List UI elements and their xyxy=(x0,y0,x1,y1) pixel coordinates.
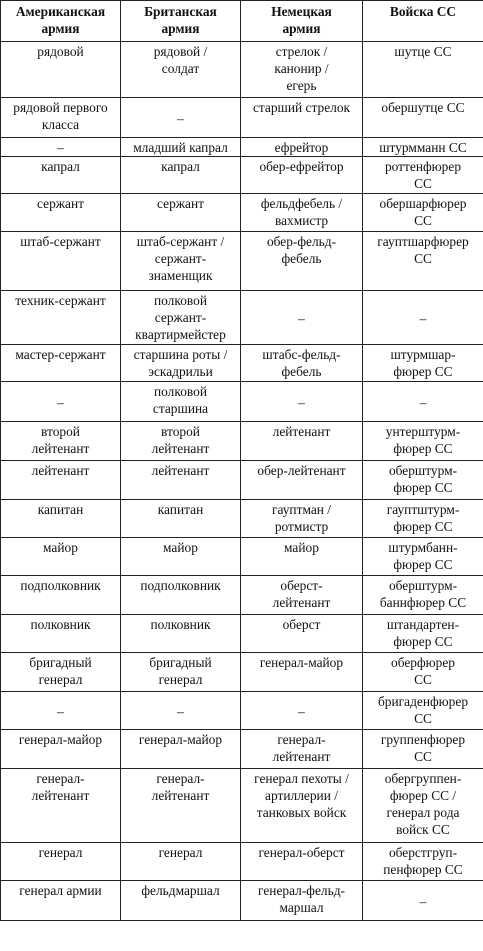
table-body xyxy=(1,42,483,921)
table-row xyxy=(1,653,483,692)
table-cell: подполковник xyxy=(1,576,121,615)
table-cell: – xyxy=(121,692,241,730)
table-cell: второй лейтенант xyxy=(1,422,121,461)
table-cell: оберст xyxy=(241,615,363,653)
header-ss-troops: Войска СС xyxy=(363,1,483,42)
table-cell: обер-ефрейтор xyxy=(241,157,363,194)
table-cell: генерал- лейтенант xyxy=(1,769,121,843)
table-cell: рядовой / солдат xyxy=(121,42,241,98)
table-cell: бригадный генерал xyxy=(121,653,241,692)
table-cell: гауптман / ротмистр xyxy=(241,500,363,538)
table-cell: штабс-фельд- фебель xyxy=(241,345,363,382)
table-cell: генерал xyxy=(1,843,121,881)
header-american-army: Американская армия xyxy=(1,1,121,42)
table-cell: лейтенант xyxy=(241,422,363,461)
table-cell: полковник xyxy=(1,615,121,653)
table-cell: майор xyxy=(241,538,363,576)
table-row xyxy=(1,232,483,291)
table-row xyxy=(1,538,483,576)
table-cell: оберст- лейтенант xyxy=(241,576,363,615)
table-cell: генерал- лейтенант xyxy=(121,769,241,843)
table-cell: генерал-майор xyxy=(1,730,121,769)
table-cell: сержант xyxy=(121,194,241,232)
table-cell: – xyxy=(241,382,363,422)
table-cell: бригадный генерал xyxy=(1,653,121,692)
table-cell: штурмшар- фюрер СС xyxy=(363,345,483,382)
table-cell: унтерштурм- фюрер СС xyxy=(363,422,483,461)
table-row xyxy=(1,769,483,843)
header-british-army: Британская армия xyxy=(121,1,241,42)
table-cell: шутце СС xyxy=(363,42,483,98)
table-cell: – xyxy=(241,291,363,345)
table-cell: генерал армии xyxy=(1,881,121,921)
table-row xyxy=(1,157,483,194)
table-cell: – xyxy=(363,881,483,921)
table-cell: генерал- лейтенант xyxy=(241,730,363,769)
table-row xyxy=(1,42,483,98)
table-cell: генерал-майор xyxy=(121,730,241,769)
table-cell: – xyxy=(241,692,363,730)
table-cell: – xyxy=(363,291,483,345)
table-cell: генерал-оберст xyxy=(241,843,363,881)
table-row xyxy=(1,730,483,769)
table-cell: гауптшарфюрер СС xyxy=(363,232,483,291)
table-cell: лейтенант xyxy=(121,461,241,500)
table-cell: лейтенант xyxy=(1,461,121,500)
table-cell: роттенфюрер СС xyxy=(363,157,483,194)
table-cell: старший стрелок xyxy=(241,98,363,138)
table-cell: генерал-фельд- маршал xyxy=(241,881,363,921)
table-cell: обершутце СС xyxy=(363,98,483,138)
table-cell: обергруппен- фюрер СС / генерал рода войск СС xyxy=(363,769,483,843)
table-row xyxy=(1,461,483,500)
table-cell: ефрейтор xyxy=(241,138,363,157)
table-row xyxy=(1,500,483,538)
table-row xyxy=(1,692,483,730)
table-cell: майор xyxy=(121,538,241,576)
table-cell: старшина роты / эскадрильи xyxy=(121,345,241,382)
table-cell: бригаденфюрер СС xyxy=(363,692,483,730)
table-cell: мастер-сержант xyxy=(1,345,121,382)
table-cell: фельдфебель / вахмистр xyxy=(241,194,363,232)
table-cell: – xyxy=(121,98,241,138)
table-cell: – xyxy=(1,382,121,422)
table-row xyxy=(1,382,483,422)
table-cell: обершарфюрер СС xyxy=(363,194,483,232)
table-cell: фельдмаршал xyxy=(121,881,241,921)
table-cell: генерал пехоты / артиллерии / танковых войск xyxy=(241,769,363,843)
table-cell: – xyxy=(363,382,483,422)
table-cell: капрал xyxy=(1,157,121,194)
table-cell: рядовой xyxy=(1,42,121,98)
table-cell: полковой сержант- квартирмейстер xyxy=(121,291,241,345)
table-cell: оберштурм- фюрер СС xyxy=(363,461,483,500)
table-row xyxy=(1,422,483,461)
table-cell: капитан xyxy=(1,500,121,538)
table-cell: штандартен- фюрер СС xyxy=(363,615,483,653)
table-row xyxy=(1,345,483,382)
table-header xyxy=(1,1,483,42)
table-cell: оберстгруп- пенфюрер СС xyxy=(363,843,483,881)
table-cell: стрелок / канонир / егерь xyxy=(241,42,363,98)
table-cell: майор xyxy=(1,538,121,576)
table-row xyxy=(1,98,483,138)
table-cell: капитан xyxy=(121,500,241,538)
table-row xyxy=(1,881,483,921)
table-cell: полковник xyxy=(121,615,241,653)
table-cell: группенфюрер СС xyxy=(363,730,483,769)
table-cell: оберштурм- баннфюрер СС xyxy=(363,576,483,615)
table-cell: гауптштурм- фюрер СС xyxy=(363,500,483,538)
table-row xyxy=(1,138,483,157)
table-cell: генерал xyxy=(121,843,241,881)
table-cell: подполковник xyxy=(121,576,241,615)
table-cell: штаб-сержант xyxy=(1,232,121,291)
header-row xyxy=(1,1,483,42)
table-cell: техник-сержант xyxy=(1,291,121,345)
table-row xyxy=(1,615,483,653)
table-cell: сержант xyxy=(1,194,121,232)
table-cell: штаб-сержант / сержант- знаменщик xyxy=(121,232,241,291)
table-cell: штурмманн СС xyxy=(363,138,483,157)
table-cell: генерал-майор xyxy=(241,653,363,692)
table-row xyxy=(1,194,483,232)
table-cell: полковой старшина xyxy=(121,382,241,422)
table-row xyxy=(1,291,483,345)
table-cell: штурмбанн- фюрер СС xyxy=(363,538,483,576)
table-cell: – xyxy=(1,692,121,730)
table-row xyxy=(1,576,483,615)
table-cell: второй лейтенант xyxy=(121,422,241,461)
header-german-army: Немецкая армия xyxy=(241,1,363,42)
table-cell: – xyxy=(1,138,121,157)
table-cell: обер-фельд- фебель xyxy=(241,232,363,291)
table-cell: рядовой первого класса xyxy=(1,98,121,138)
table-cell: оберфюрер СС xyxy=(363,653,483,692)
table-cell: капрал xyxy=(121,157,241,194)
table-row xyxy=(1,843,483,881)
table-cell: младший капрал xyxy=(121,138,241,157)
table-cell: обер-лейтенант xyxy=(241,461,363,500)
